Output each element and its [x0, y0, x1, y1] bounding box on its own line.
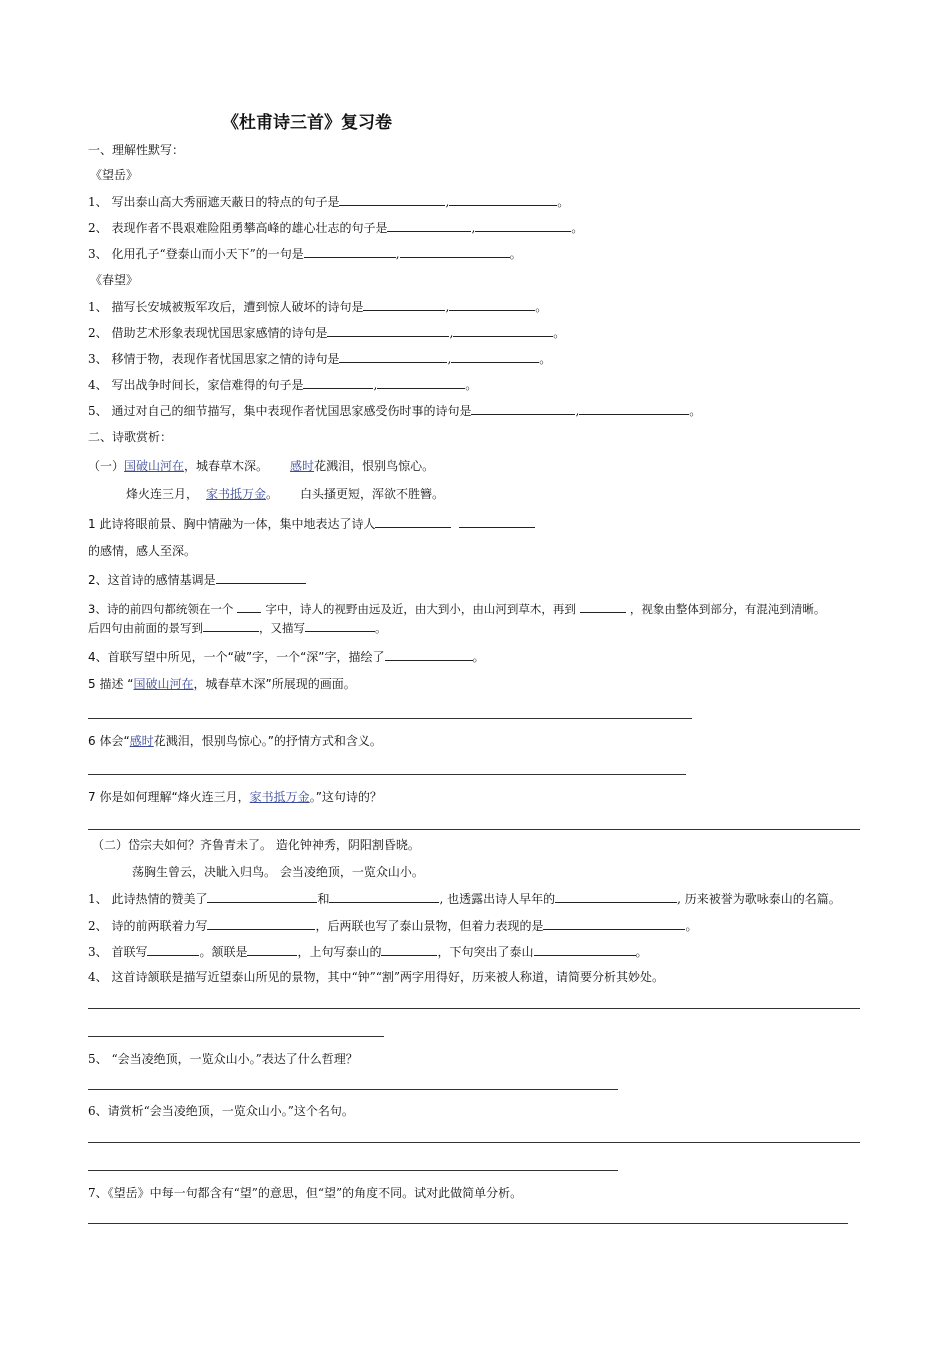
- answer-line: [88, 1170, 618, 1171]
- answer-blank: [400, 245, 510, 258]
- answer-blank: [449, 298, 535, 311]
- answer-blank: [387, 219, 471, 232]
- wangyue-analysis-2: 2、 诗的前两联着力写 ，后两联也写了泰山景物，但着力表现的是 。: [88, 919, 698, 933]
- answer-blank: [451, 350, 539, 363]
- answer-line: [88, 1008, 860, 1009]
- wangyue-question-1: 1、 写出泰山高大秀丽遮天蔽日的特点的句子是 , 。: [88, 195, 570, 209]
- poem-chunwang-line-1: （一）国破山河在，城春草木深。 感时花溅泪，恨别鸟惊心。: [88, 459, 435, 473]
- wangyue-analysis-6: 6、请赏析“会当凌绝顶，一览众山小。”这个名句。: [88, 1104, 354, 1118]
- chunwang-question-1: 1、 描写长安城被叛军攻后，遭到惊人破坏的诗句是 , 。: [88, 300, 548, 314]
- answer-line: [88, 1089, 618, 1090]
- answer-blank: [329, 890, 439, 903]
- link-guopo[interactable]: 国破山河在: [124, 459, 185, 473]
- answer-blank: [339, 193, 445, 206]
- wangyue-analysis-3: 3、 首联写 。颔联是 ，上句写泰山的 ，下句突出了泰山 。: [88, 945, 648, 959]
- appreciation-question-7: 7 你是如何理解“烽火连三月，家书抵万金。”这句诗的？: [88, 790, 382, 804]
- appreciation-question-3-cont: 后四句由前面的景写到 ，又描写 。: [88, 621, 387, 635]
- answer-blank: [305, 619, 375, 632]
- answer-blank: [203, 619, 259, 632]
- chunwang-question-3: 3、 移情于物，表现作者忧国思家之情的诗句是 , 。: [88, 352, 552, 366]
- wangyue-question-2: 2、 表现作者不畏艰难险阻勇攀高峰的雄心壮志的句子是 , 。: [88, 221, 584, 235]
- link-guopo-2[interactable]: 国破山河在: [133, 677, 194, 691]
- chunwang-question-5: 5、 通过对自己的细节描写，集中表现作者忧国思家感受伤时事的诗句是 , 。: [88, 404, 702, 418]
- answer-blank: [459, 515, 535, 528]
- answer-blank: [363, 298, 445, 311]
- answer-blank: [543, 917, 685, 930]
- wangyue-question-3: 3、 化用孔子“登泰山而小天下”的一句是 , 。: [88, 247, 522, 261]
- poem-title-wangyue: 《望岳》: [90, 168, 139, 182]
- appreciation-question-1: 1 此诗将眼前景、胸中情融为一体，集中地表达了诗人: [88, 515, 535, 532]
- answer-blank: [453, 324, 553, 337]
- link-ganshi[interactable]: 感时: [290, 459, 315, 473]
- link-jiashu[interactable]: 家书抵万金: [206, 487, 267, 501]
- answer-blank: [555, 890, 677, 903]
- wangyue-analysis-7: 7、《望岳》中每一句都含有“望”的意思，但“望”的角度不同。试对此做简单分析。: [88, 1186, 523, 1200]
- answer-blank: [580, 600, 626, 613]
- page-title: 《杜甫诗三首》复习卷: [222, 113, 392, 133]
- answer-blank: [375, 515, 451, 528]
- answer-blank: [377, 376, 465, 389]
- poem-title-chunwang: 《春望》: [90, 273, 139, 287]
- wangyue-analysis-4: 4、 这首诗颔联是描写近望泰山所见的景物，其中“钟”“割”两字用得好，历来被人称道，请简要分析其妙处。: [88, 970, 664, 984]
- answer-line: [88, 1223, 848, 1224]
- link-ganshi-2[interactable]: 感时: [129, 734, 154, 748]
- answer-line: [88, 718, 692, 719]
- appreciation-question-4: 4、首联写望中所见，一个“破”字，一个“深”字，描绘了 。: [88, 650, 485, 664]
- answer-line: [88, 1036, 384, 1037]
- answer-blank: [303, 376, 373, 389]
- answer-blank: [216, 571, 306, 584]
- answer-blank: [327, 324, 449, 337]
- appreciation-question-2: 2、这首诗的感情基调是: [88, 571, 306, 588]
- answer-blank: [339, 350, 447, 363]
- poem-chunwang-line-2: 烽火连三月， 家书抵万金。 白头搔更短，浑欲不胜簪。: [126, 487, 445, 501]
- appreciation-question-3: 3、诗的前四句都统领在一个 字中，诗人的视野由远及近，由大到小，由山河到草木，再到 ，视象由整体到部分，有混沌到清晰。: [88, 602, 826, 616]
- appreciation-question-1-cont: 的感情，感人至深。: [88, 544, 197, 558]
- answer-blank: [534, 943, 636, 956]
- wangyue-analysis-1: 1、 此诗热情的赞美了 和 , 也透露出诗人早年的 , 历来被誉为歌咏泰山的名篇。: [88, 892, 841, 906]
- poem-wangyue-line-1: （二）岱宗夫如何？齐鲁青未了。 造化钟神秀，阴阳割昏晓。: [92, 838, 420, 852]
- answer-line: [88, 1142, 860, 1143]
- appreciation-question-5: 5 描述 “国破山河在，城春草木深”所展现的画面。: [88, 677, 356, 691]
- answer-line: [88, 829, 860, 830]
- answer-blank: [475, 219, 571, 232]
- answer-line: [88, 774, 686, 775]
- answer-blank: [147, 943, 199, 956]
- link-jiashu-2[interactable]: 家书抵万金: [249, 790, 310, 804]
- wangyue-analysis-5: 5、 “会当凌绝顶，一览众山小。”表达了什么哲理？: [88, 1052, 358, 1066]
- answer-blank: [304, 245, 396, 258]
- chunwang-question-4: 4、 写出战争时间长，家信难得的句子是 , 。: [88, 378, 478, 392]
- poem-wangyue-line-2: 荡胸生曾云，决眦入归鸟。 会当凌绝顶，一览众山小。: [132, 865, 424, 879]
- answer-blank: [207, 890, 317, 903]
- answer-blank: [381, 943, 437, 956]
- answer-blank: [471, 402, 575, 415]
- answer-blank: [449, 193, 557, 206]
- answer-blank: [385, 648, 473, 661]
- chunwang-question-2: 2、 借助艺术形象表现忧国思家感情的诗句是 , 。: [88, 326, 566, 340]
- answer-blank: [579, 402, 689, 415]
- answer-blank: [207, 917, 315, 930]
- section-heading-1: 一、理解性默写：: [88, 143, 185, 157]
- appreciation-question-6: 6 体会“感时花溅泪，恨别鸟惊心。”的抒情方式和含义。: [88, 734, 382, 748]
- answer-blank: [247, 943, 297, 956]
- section-heading-2: 二、诗歌赏析：: [88, 430, 173, 444]
- answer-blank: [237, 600, 261, 613]
